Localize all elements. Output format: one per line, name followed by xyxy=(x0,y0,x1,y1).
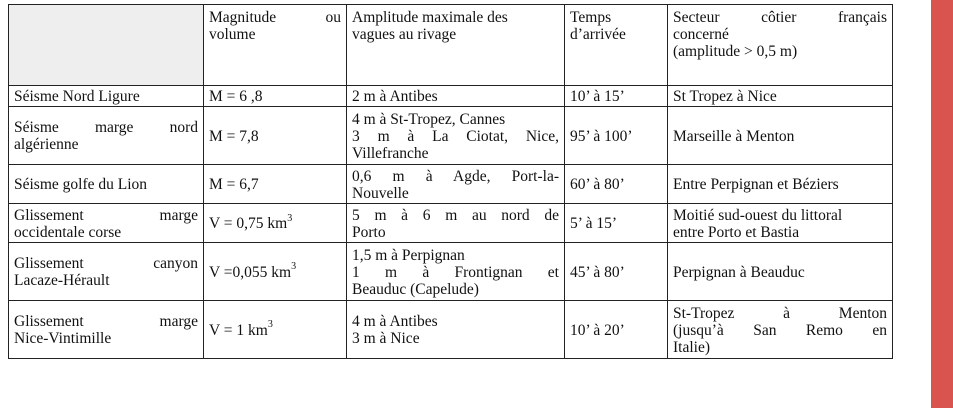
cell-line: Marseille à Menton xyxy=(673,127,795,145)
cell-line: Villefranche xyxy=(352,144,429,162)
event-cell xyxy=(9,243,204,301)
arrival-time-cell xyxy=(565,243,668,301)
cell-line: Séisme Nord Ligure xyxy=(14,88,140,105)
cell-line: St-Tropez à Menton xyxy=(673,304,887,322)
event-cell xyxy=(9,86,204,107)
tsunami-scenarios-table xyxy=(8,4,893,359)
sector-cell xyxy=(668,301,893,359)
amplitude-cell xyxy=(347,107,565,165)
measure-value: V = 1 km xyxy=(209,321,268,339)
accent-side-bar xyxy=(931,0,953,408)
sector-cell xyxy=(668,204,893,243)
sector-cell xyxy=(668,243,893,301)
cell-line: Séisme marge nord xyxy=(14,119,198,136)
sector-cell xyxy=(668,165,893,204)
cell-line: 4 m à Antibes xyxy=(352,313,438,330)
table-row xyxy=(9,86,893,107)
cell-line: vagues au rivage xyxy=(352,26,457,43)
measure-cell xyxy=(204,301,347,359)
table-row xyxy=(9,204,893,243)
cell-line: 3 m à La Ciotat, Nice, xyxy=(352,127,559,145)
arrival-time-value: 45’ à 80’ xyxy=(570,263,625,281)
cell-line: St Tropez à Nice xyxy=(673,88,777,105)
event-cell xyxy=(9,301,204,359)
header-amplitude xyxy=(347,5,565,86)
cell-line: algérienne xyxy=(14,136,79,153)
tsunami-scenarios-table-container xyxy=(8,4,893,359)
cell-line: entre Porto et Bastia xyxy=(673,223,800,241)
measure-cell xyxy=(204,107,347,165)
table-row xyxy=(9,301,893,359)
measure-value: M = 7,8 xyxy=(209,127,259,145)
cell-line: Glissement marge xyxy=(14,313,198,330)
cell-line: Séisme golfe du Lion xyxy=(14,176,148,193)
event-cell xyxy=(9,107,204,165)
arrival-time-cell xyxy=(565,204,668,243)
cell-line: 5 m à 6 m au nord de xyxy=(352,206,559,224)
measure-cell xyxy=(204,243,347,301)
cell-line: d’arrivée xyxy=(570,26,626,43)
cell-line: Nouvelle xyxy=(352,184,409,202)
cell-line: 0,6 m à Agde, Port-la- xyxy=(352,167,559,185)
table-row xyxy=(9,107,893,165)
measure-value: V =0,055 km xyxy=(209,263,292,281)
arrival-time-value: 95’ à 100’ xyxy=(570,127,633,145)
arrival-time-value: 10’ à 15’ xyxy=(570,88,625,105)
header-blank-cell xyxy=(9,5,204,86)
header-arrival-time xyxy=(565,5,668,86)
measure-unit-exponent: 3 xyxy=(291,261,297,273)
cell-line: Moitié sud-ouest du littoral xyxy=(673,206,843,224)
cell-line: Temps xyxy=(570,9,612,26)
cell-line: concerné xyxy=(673,26,729,43)
measure-value: V = 0,75 km xyxy=(209,215,288,232)
event-cell xyxy=(9,165,204,204)
measure-value: M = 6,7 xyxy=(209,176,259,193)
cell-line: (amplitude > 0,5 m) xyxy=(673,43,798,60)
cell-line: Italie) xyxy=(673,338,711,356)
measure-value: M = 6 ,8 xyxy=(209,88,263,105)
arrival-time-value: 10’ à 20’ xyxy=(570,321,625,339)
cell-line: 1,5 m à Perpignan xyxy=(352,246,465,264)
header-magnitude xyxy=(204,5,347,86)
arrival-time-cell xyxy=(565,107,668,165)
measure-cell xyxy=(204,86,347,107)
arrival-time-value: 60’ à 80’ xyxy=(570,176,625,193)
header-sector xyxy=(668,5,893,86)
measure-unit-exponent: 3 xyxy=(287,212,293,224)
cell-line: 3 m à Nice xyxy=(352,330,420,347)
cell-line: Secteur côtier français xyxy=(673,9,887,26)
cell-line: (jusqu’à San Remo en xyxy=(673,321,887,339)
event-cell xyxy=(9,204,204,243)
measure-unit-exponent: 3 xyxy=(267,319,273,331)
cell-line: Porto xyxy=(352,223,386,241)
cell-line: Lacaze-Hérault xyxy=(14,272,110,289)
sector-cell xyxy=(668,86,893,107)
table-header-row xyxy=(9,5,893,86)
amplitude-cell xyxy=(347,165,565,204)
arrival-time-cell xyxy=(565,86,668,107)
cell-line: volume xyxy=(209,26,256,43)
sector-cell xyxy=(668,107,893,165)
cell-line: Beauduc (Capelude) xyxy=(352,280,479,298)
cell-line: Glissement marge xyxy=(14,206,198,224)
amplitude-cell xyxy=(347,301,565,359)
cell-line: occidentale corse xyxy=(14,223,122,241)
cell-line: Glissement canyon xyxy=(14,255,198,272)
cell-line: Magnitude ou xyxy=(209,9,341,26)
measure-cell xyxy=(204,165,347,204)
arrival-time-cell xyxy=(565,165,668,204)
amplitude-cell xyxy=(347,86,565,107)
cell-line: Perpignan à Beauduc xyxy=(673,263,805,281)
cell-line: Entre Perpignan et Béziers xyxy=(673,176,839,193)
cell-line: Amplitude maximale des xyxy=(352,9,508,26)
cell-line: 2 m à Antibes xyxy=(352,88,438,105)
amplitude-cell xyxy=(347,243,565,301)
cell-line: 1 m à Frontignan et xyxy=(352,263,559,281)
cell-line: Nice-Vintimille xyxy=(14,330,112,347)
table-row xyxy=(9,243,893,301)
measure-cell xyxy=(204,204,347,243)
arrival-time-cell xyxy=(565,301,668,359)
amplitude-cell xyxy=(347,204,565,243)
cell-line: 4 m à St-Tropez, Cannes xyxy=(352,110,506,128)
arrival-time-value: 5’ à 15’ xyxy=(570,215,618,232)
table-row xyxy=(9,165,893,204)
